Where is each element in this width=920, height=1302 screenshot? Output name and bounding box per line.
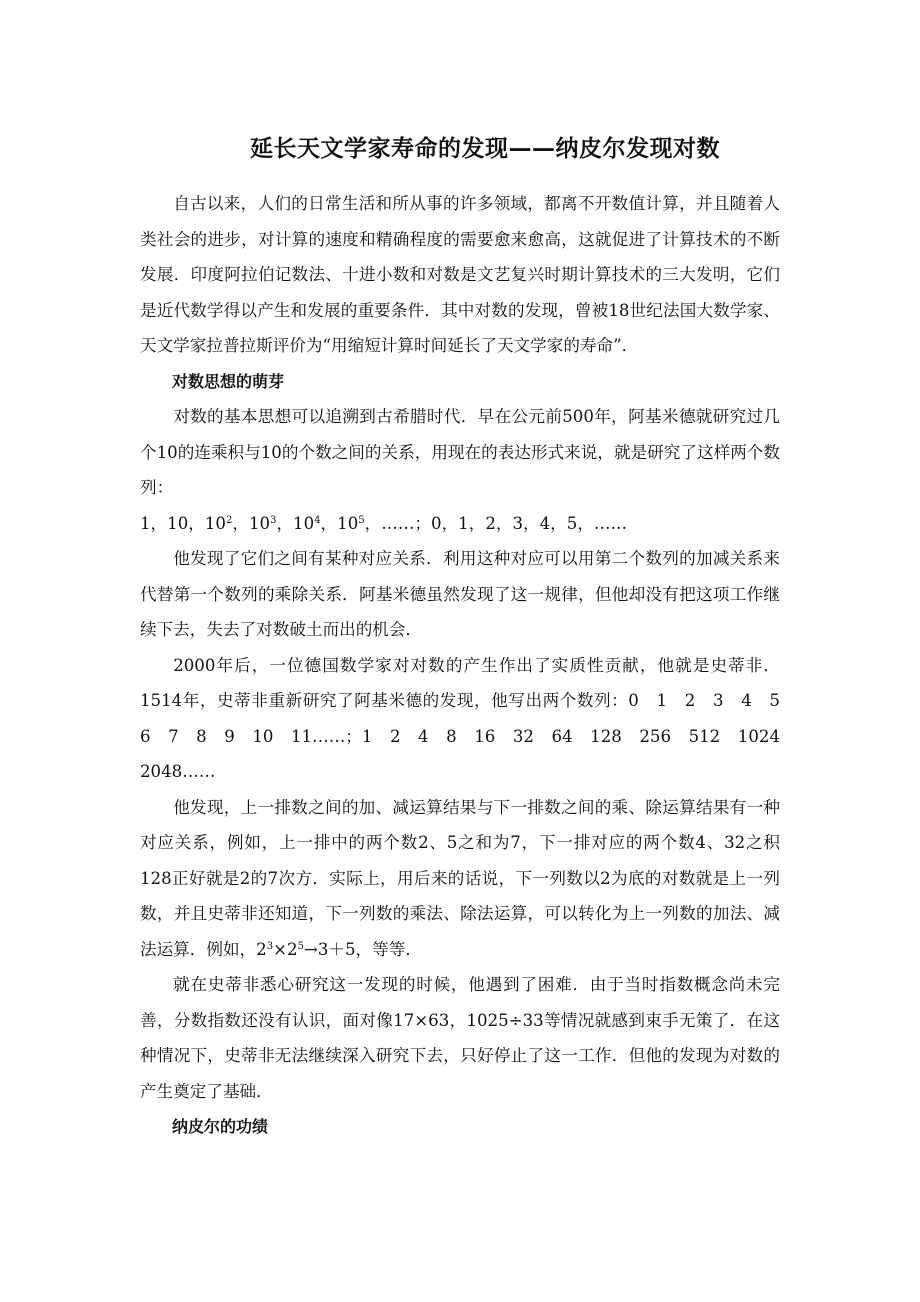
p4-text: 他发现，上一排数之间的加、减运算结果与下一排数之间的乘、除运算结果有一种对应关系，例如，上一排中的两个数2、5之和为7，下一排对应的两个数4、32之积128正好就是2的7次方．实际上，用后来的话说，下一列数以2为底的对数就是上一列数，并且史蒂非还知道，下一列数的乘法、除法运算，可以转化为上一列数的加法、减法运算．例如，2 xyxy=(140,797,780,959)
stifel-discovery-paragraph xyxy=(140,790,780,968)
correspondence-paragraph: 他发现了它们之间有某种对应关系．利用这种对应可以用第二个数列的加减关系来代替第一个数列的乘除关系．阿基米德虽然发现了这一规律，但他却没有把这项工作继续下去，失去了对数破土而出的机会． xyxy=(140,549,780,639)
seq-text: ，10 xyxy=(320,513,359,533)
exponent: 4 xyxy=(314,514,321,526)
stifel-paragraph: 2000年后，一位德国数学家对对数的产生作出了实质性贡献，他就是史蒂非．1514年，史蒂非重新研究了阿基米德的发现，他写出两个数列：0 1 2 3 4 5 6 7 8 9 10 11……；1 2 4 8 16 32 64 128 256 512 1024 2048…… xyxy=(140,655,797,781)
seq-text: ，10 xyxy=(276,513,315,533)
exponent: 3 xyxy=(270,514,277,526)
exponent: 5 xyxy=(297,940,304,952)
p4-end: →3＋5，等等． xyxy=(303,939,422,959)
document-title: 延长天文学家寿命的发现——纳皮尔发现对数 xyxy=(250,136,720,162)
document-body xyxy=(140,186,797,1145)
sequence-line xyxy=(140,506,780,542)
seq-text: ，……；0，1，2，3，4，5，…… xyxy=(364,513,628,533)
exponent: 2 xyxy=(225,514,233,526)
difficulty-paragraph: 就在史蒂非悉心研究这一发现的时候，他遇到了困难．由于当时指数概念尚未完善，分数指数还没有认识，面对像17×63，1025÷33等情况就感到束手无策了．在这种情况下，史蒂非无法继续深入研究下去，只好停止了这一工作．但他的发现为对数的产生奠定了基础． xyxy=(140,975,780,1101)
exponent: 3 xyxy=(266,940,274,952)
section-heading-napier: 纳皮尔的功绩 xyxy=(172,1117,269,1136)
intro-paragraph: 自古以来，人们的日常生活和所从事的许多领域，都离不开数值计算，并且随着人类社会的进步，对计算的速度和精确程度的需要愈来愈高，这就促进了计算技术的不断发展．印度阿拉伯记数法、十进小数和对数是文艺复兴时期计算技术的三大发明，它们是近代数学得以产生和发展的重要条件．其中对数的发现，曾被18世纪法国大数学家、天文学家拉普拉斯评价为“用缩短计算时间延长了天文学家的寿命”． xyxy=(140,194,780,355)
exponent: 5 xyxy=(358,514,365,526)
seq-text: ，10 xyxy=(232,513,271,533)
seq-text: 1，10，10 xyxy=(140,513,226,533)
archimedes-paragraph: 对数的基本思想可以追溯到古希腊时代．早在公元前500年，阿基米德就研究过几个10的连乘积与10的个数之间的关系，用现在的表达形式来说，就是研究了这样两个数列： xyxy=(140,407,780,497)
p4-mid: ×2 xyxy=(273,939,298,959)
section-heading-log-origins: 对数思想的萌芽 xyxy=(172,371,285,391)
